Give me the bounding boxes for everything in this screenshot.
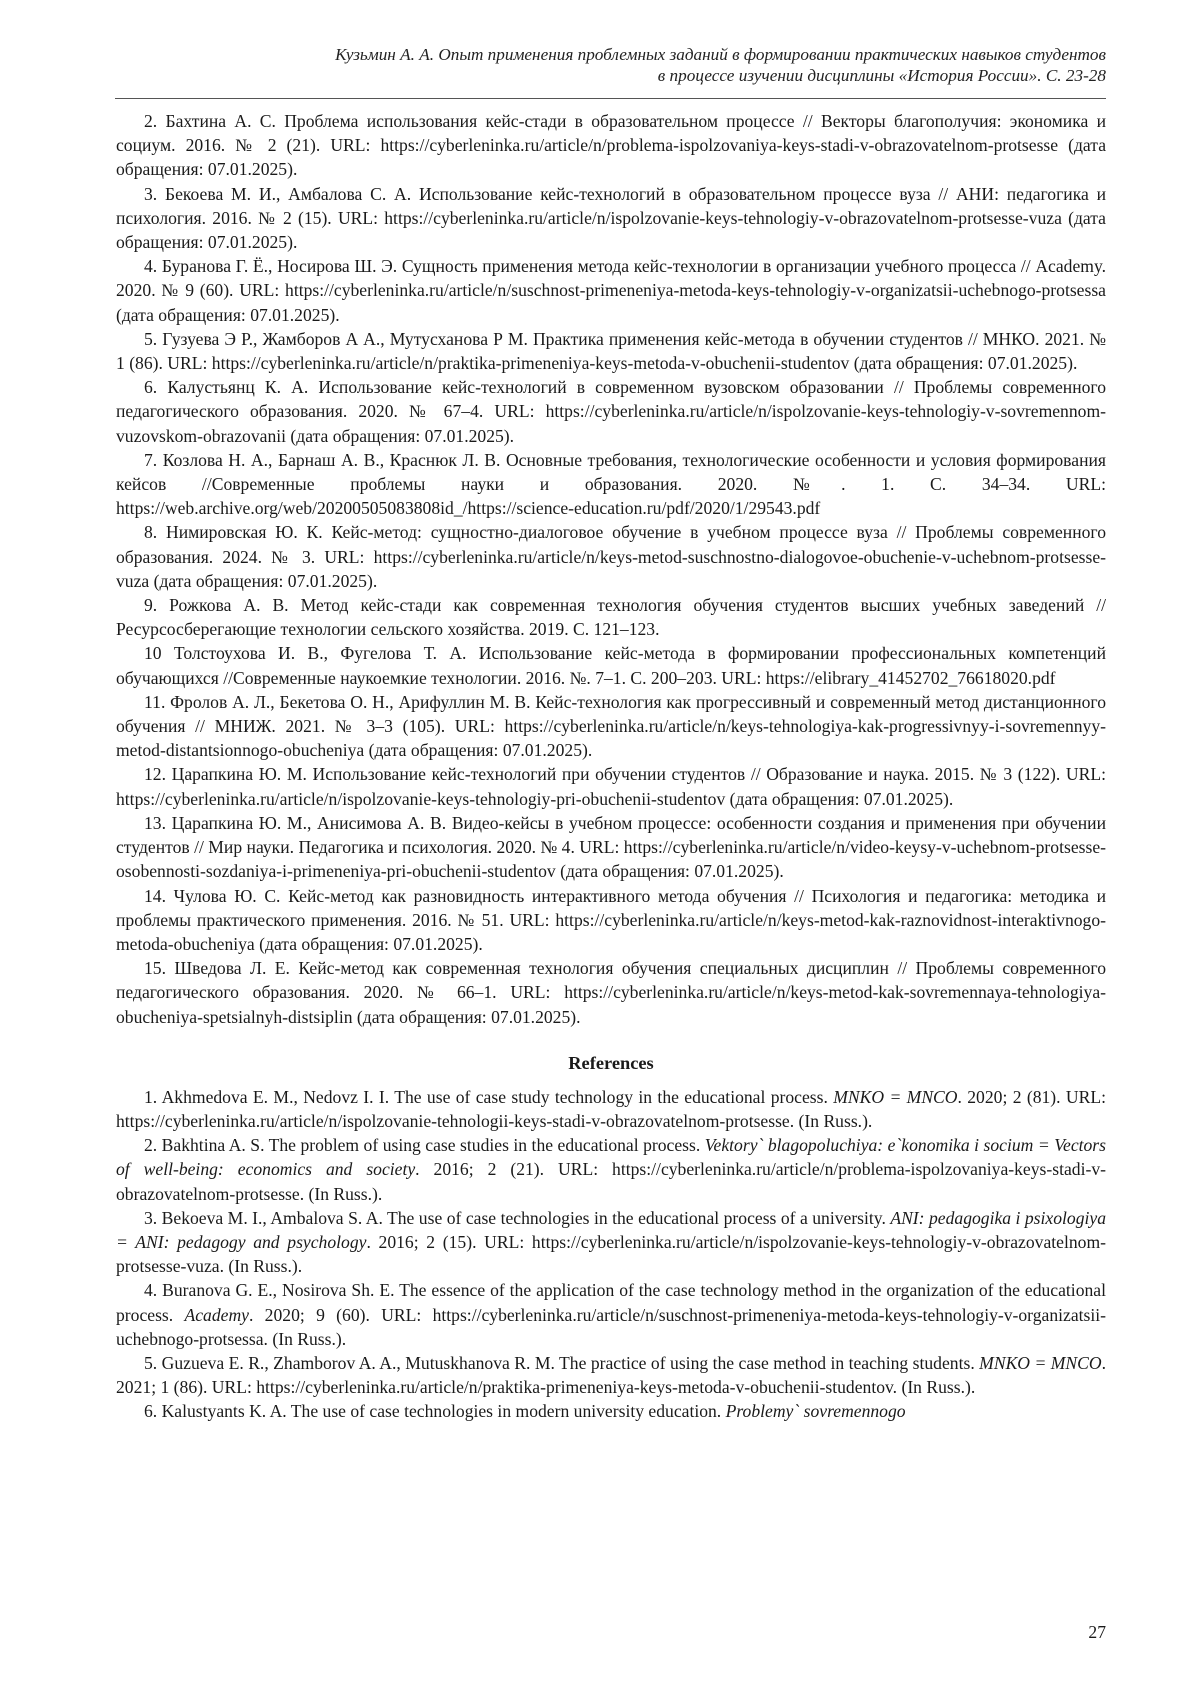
reference-source-title: Problemy` sovremennogo bbox=[726, 1401, 906, 1421]
reference-entry: 13. Царапкина Ю. М., Анисимова А. В. Видео-кейсы в учебном процессе: особенности создания и применения при обучении студентов // Мир науки. Педагогика и психология. 2020. № 4. URL: https://cyberleninka.ru/article/n/video-keysy-v-uchebnom-protsesse-osobennosti-sozdaniya-i-primeneniya-pri-obuchenii-studentov (дата обращения: 07.01.2025). bbox=[116, 811, 1106, 884]
running-header bbox=[106, 44, 1106, 86]
reference-entry: 5. Гузуева Э Р., Жамборов А А., Мутусханова Р М. Практика применения кейс-метода в обучении студентов // МНКО. 2021. № 1 (86). URL: https://cyberleninka.ru/article/n/praktika-primeneniya-keys-metoda-v-obuchenii-studentov (дата обращения: 07.01.2025). bbox=[116, 327, 1106, 375]
reference-entry: 9. Рожкова А. В. Метод кейс-стади как современная технология обучения студентов высших учебных заведений // Ресурсосберегающие технологии сельского хозяйства. 2019. С. 121–123. bbox=[116, 593, 1106, 641]
reference-source-title: Academy bbox=[184, 1305, 248, 1325]
reference-text: 2. Bakhtina A. S. The problem of using case studies in the educational process. bbox=[144, 1135, 705, 1155]
reference-text: 4. Buranova G. E., Nosirova Sh. E. The essence of the application of the case technology method in the organization of the educational process. bbox=[116, 1280, 1106, 1324]
reference-text: 3. Bekoeva M. I., Ambalova S. A. The use of case technologies in the educational process of a university. bbox=[144, 1208, 890, 1228]
reference-details: . 2016; 2 (21). URL: https://cyberleninka.ru/article/n/problema-ispolzovaniya-keys-stadi-v-obrazovatelnom-protsesse. (In Russ.). bbox=[116, 1159, 1106, 1203]
reference-text: 6. Kalustyants K. A. The use of case technologies in modern university education. bbox=[144, 1401, 726, 1421]
russian-reference-list bbox=[116, 109, 1106, 1029]
english-reference-list bbox=[116, 1085, 1106, 1424]
reference-details: . 2021; 1 (86). URL: https://cyberleninka.ru/article/n/praktika-primeneniya-keys-metoda-v-obuchenii-studentov. (In Russ.). bbox=[116, 1353, 1106, 1397]
header-line-2: в процессе изучении дисциплины «История России». С. 23-28 bbox=[106, 65, 1106, 86]
reference-entry: 2. Бахтина А. С. Проблема использования кейс-стади в образовательном процессе // Векторы благополучия: экономика и социум. 2016. № 2 (21). URL: https://cyberleninka.ru/article/n/problema-ispolzovaniya-keys-stadi-v-obrazovatelnom-protsesse (дата обращения: 07.01.2025). bbox=[116, 109, 1106, 182]
header-rule bbox=[115, 98, 1106, 99]
references-heading: References bbox=[116, 1051, 1106, 1075]
reference-entry: 15. Шведова Л. Е. Кейс-метод как современная технология обучения специальных дисциплин // Проблемы современного педагогического образования. 2020. № 66–1. URL: https://cyberleninka.ru/article/n/keys-metod-kak-sovremennaya-tehnologiya-obucheniya-spetsialnyh-distsiplin (дата обращения: 07.01.2025). bbox=[116, 956, 1106, 1029]
reference-text: 5. Guzueva E. R., Zhamborov A. A., Mutuskhanova R. M. The practice of using the case method in teaching students. bbox=[144, 1353, 979, 1373]
header-line-1: Кузьмин А. А. Опыт применения проблемных заданий в формировании практических навыков студентов bbox=[106, 44, 1106, 65]
reference-text: 1. Akhmedova E. M., Nedovz I. I. The use of case study technology in the educational process. bbox=[144, 1087, 833, 1107]
reference-source-title: Vektory` blagopoluchiya: e`konomika i socium = Vectors of well-being: economics and society bbox=[116, 1135, 1106, 1179]
reference-source-title: MNKO = MNCO bbox=[979, 1353, 1101, 1373]
references-content bbox=[116, 109, 1106, 1424]
reference-entry bbox=[116, 1399, 1106, 1423]
page-number: 27 bbox=[1088, 1622, 1106, 1643]
reference-entry bbox=[116, 1133, 1106, 1206]
reference-entry bbox=[116, 1278, 1106, 1351]
reference-entry: 6. Калустьянц К. А. Использование кейс-технологий в современном вузовском образовании // Проблемы современного педагогического образования. 2020. № 67–4. URL: https://cyberleninka.ru/article/n/ispolzovanie-keys-tehnologiy-v-sovremennom-vuzovskom-obrazovanii (дата обращения: 07.01.2025). bbox=[116, 375, 1106, 448]
reference-entry bbox=[116, 1351, 1106, 1399]
reference-entry bbox=[116, 1085, 1106, 1133]
reference-entry bbox=[116, 1206, 1106, 1279]
reference-entry: 12. Царапкина Ю. М. Использование кейс-технологий при обучении студентов // Образование и наука. 2015. № 3 (122). URL: https://cyberleninka.ru/article/n/ispolzovanie-keys-tehnologiy-pri-obuchenii-studentov (дата обращения: 07.01.2025). bbox=[116, 762, 1106, 810]
reference-entry: 10 Толстоухова И. В., Фугелова Т. А. Использование кейс-метода в формировании профессиональных компетенций обучающихся //Современные наукоемкие технологии. 2016. №. 7–1. С. 200–203. URL: https://elibrary_41452702_76618020.pdf bbox=[116, 641, 1106, 689]
reference-source-title: ANI: pedagogika i psixologiya = ANI: pedagogy and psychology bbox=[116, 1208, 1106, 1252]
reference-entry: 14. Чулова Ю. С. Кейс-метод как разновидность интерактивного метода обучения // Психология и педагогика: методика и проблемы практического применения. 2016. № 51. URL: https://cyberleninka.ru/article/n/keys-metod-kak-raznovidnost-interaktivnogo-metoda-obucheniya (дата обращения: 07.01.2025). bbox=[116, 884, 1106, 957]
reference-entry: 3. Бекоева М. И., Амбалова С. А. Использование кейс-технологий в образовательном процессе вуза // АНИ: педагогика и психология. 2016. № 2 (15). URL: https://cyberleninka.ru/article/n/ispolzovanie-keys-tehnologiy-v-obrazovatelnom-protsesse-vuza (дата обращения: 07.01.2025). bbox=[116, 182, 1106, 255]
reference-entry: 7. Козлова Н. А., Барнаш А. В., Краснюк Л. В. Основные требования, технологические особенности и условия формирования кейсов //Современные проблемы науки и образования. 2020. №. 1. С. 34–34. URL: https://web.archive.org/web/20200505083808id_/https://science-education.ru/pdf/2020/1/29543.pdf bbox=[116, 448, 1106, 521]
reference-details: . 2016; 2 (15). URL: https://cyberleninka.ru/article/n/ispolzovanie-keys-tehnologiy-v-obrazovatelnom-protsesse-vuza. (In Russ.). bbox=[116, 1232, 1106, 1276]
reference-entry: 4. Буранова Г. Ё., Носирова Ш. Э. Сущность применения метода кейс-технологии в организации учебного процесса // Academy. 2020. № 9 (60). URL: https://cyberleninka.ru/article/n/suschnost-primeneniya-metoda-keys-tehnologiy-v-organizatsii-uchebnogo-protsessa (дата обращения: 07.01.2025). bbox=[116, 254, 1106, 327]
reference-entry: 11. Фролов А. Л., Бекетова О. Н., Арифуллин М. В. Кейс-технология как прогрессивный и современный метод дистанционного обучения // МНИЖ. 2021. № 3–3 (105). URL: https://cyberleninka.ru/article/n/keys-tehnologiya-kak-progressivnyy-i-sovremennyy-metod-distantsionnogo-obucheniya (дата обращения: 07.01.2025). bbox=[116, 690, 1106, 763]
reference-entry: 8. Нимировская Ю. К. Кейс-метод: сущностно-диалоговое обучение в учебном процессе вуза // Проблемы современного образования. 2024. № 3. URL: https://cyberleninka.ru/article/n/keys-metod-suschnostno-dialogovoe-obuchenie-v-uchebnom-protsesse-vuza (дата обращения: 07.01.2025). bbox=[116, 520, 1106, 593]
reference-source-title: MNKO = MNCO bbox=[833, 1087, 957, 1107]
reference-details: . 2020; 2 (81). URL: https://cyberleninka.ru/article/n/ispolzovanie-tehnologii-keys-stadi-v-obrazovatelnom-protsesse. (In Russ.). bbox=[116, 1087, 1106, 1131]
reference-details: . 2020; 9 (60). URL: https://cyberleninka.ru/article/n/suschnost-primeneniya-metoda-keys-tehnologiy-v-organizatsii-uchebnogo-protsessa. (In Russ.). bbox=[116, 1305, 1106, 1349]
